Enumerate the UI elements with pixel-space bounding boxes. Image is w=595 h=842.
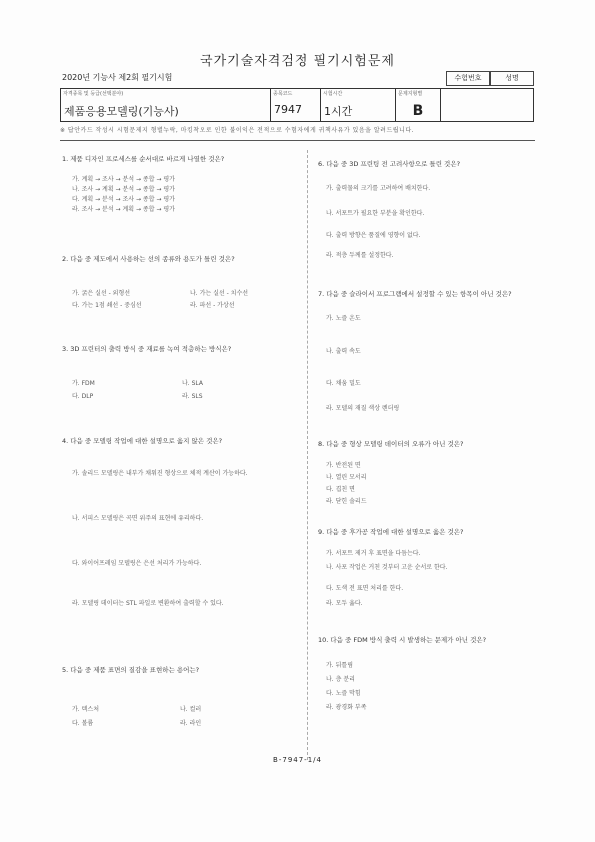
info-cell-time	[321, 89, 396, 121]
exam-notice: ※ 답안카드 작성시 시험문제지 형별누락, 마킹착오로 인한 불이익은 전적으로 수험자에게 귀책사유가 있음을 알려드립니다.	[60, 127, 415, 134]
option: 가. 뒤틀림	[326, 662, 353, 669]
page-footer: B-7947-1/4	[273, 756, 322, 764]
option: 가. 서포트 제거 후 표면을 다듬는다.	[326, 550, 421, 557]
question-3	[62, 345, 297, 354]
option: 가. 반전된 면	[326, 462, 361, 469]
question-stem: 10. 다음 중 FDM 방식 출력 시 발생하는 문제가 아닌 것은?	[318, 636, 487, 644]
question-stem: 4. 다음 중 모델링 작업에 대한 설명으로 옳지 않은 것은?	[62, 437, 223, 445]
option: 다. 출력 방향은 품질에 영향이 없다.	[326, 232, 421, 239]
option: 다. 볼륨	[72, 720, 94, 727]
option: 나. 서피스 모델링은 곡면 위주의 표현에 유리하다.	[72, 515, 204, 522]
option: 나. 조사 → 계획 → 분석 → 종합 → 평가	[72, 186, 175, 193]
header-divider	[60, 140, 535, 141]
option: 라. 파선 - 가상선	[190, 302, 235, 309]
option: 나. 컬러	[180, 706, 202, 713]
exam-subtitle: 2020년 기능사 제2회 필기시험	[62, 73, 173, 82]
option: 라. 모델의 재질 색상 렌더링	[326, 405, 400, 412]
option: 라. 조사 → 분석 → 계획 → 종합 → 평가	[72, 206, 175, 213]
question-stem: 3. 3D 프린터의 출력 방식 중 재료를 녹여 적층하는 방식은?	[62, 345, 232, 353]
option: 나. 서포트가 필요한 부분을 확인한다.	[326, 210, 425, 217]
info-cell-subject	[61, 89, 271, 121]
exam-title: 국가기술자격검정 필기시험문제	[200, 54, 395, 69]
name-box: 성명	[490, 71, 534, 86]
question-6	[318, 160, 533, 169]
option: 가. 솔리드 모델링은 내부가 채워진 형상으로 체적 계산이 가능하다.	[72, 470, 248, 477]
option: 가. 굵은 실선 - 외형선	[72, 290, 131, 297]
option: 라. 광경화 부족	[326, 704, 367, 711]
info-label: 시험시간	[323, 91, 343, 97]
info-cell-code	[271, 89, 321, 121]
option: 다. 계획 → 분석 → 조사 → 종합 → 평가	[72, 196, 175, 203]
question-stem: 7. 다음 중 슬라이서 프로그램에서 설정할 수 있는 항목이 아닌 것은?	[318, 290, 512, 298]
option: 나. 사포 작업은 거친 것부터 고운 순서로 한다.	[326, 564, 448, 571]
question-10	[318, 636, 533, 645]
column-divider	[307, 150, 308, 760]
option: 다. 겹친 면	[326, 486, 355, 493]
option: 라. 모델링 데이터는 STL 파일로 변환하여 출력할 수 있다.	[72, 600, 224, 607]
option: 다. 도색 전 표면 처리를 한다.	[326, 585, 404, 592]
option: 가. 텍스처	[72, 706, 99, 713]
option: 라. 라인	[180, 720, 202, 727]
question-stem: 5. 다음 중 제품 표면의 질감을 표현하는 용어는?	[62, 666, 200, 674]
option: 라. 닫힌 솔리드	[326, 498, 367, 505]
option: 라. 모두 옳다.	[326, 600, 363, 607]
option: 나. 가는 실선 - 치수선	[190, 290, 249, 297]
option: 가. 노즐 온도	[326, 315, 361, 322]
option: 나. 열린 모서리	[326, 474, 367, 481]
option: 다. 와이어프레임 모델링은 은선 처리가 가능하다.	[72, 560, 202, 567]
info-label: 자격종목 및 등급(선택분야)	[63, 91, 124, 97]
option: 다. 노즐 막힘	[326, 690, 361, 697]
question-stem: 8. 다음 중 형상 모델링 데이터의 오류가 아닌 것은?	[318, 440, 464, 448]
option: 가. 계획 → 조사 → 분석 → 종합 → 평가	[72, 176, 175, 183]
exam-type-letter: B	[412, 103, 424, 119]
question-stem: 6. 다음 중 3D 프린팅 전 고려사항으로 틀린 것은?	[318, 160, 461, 168]
option: 나. SLA	[182, 380, 204, 387]
exam-info-table	[60, 88, 534, 122]
question-2	[62, 255, 297, 264]
question-4	[62, 437, 297, 446]
option: 다. DLP	[72, 393, 94, 400]
info-label: 문제지형별	[398, 91, 423, 97]
question-stem: 2. 다음 중 제도에서 사용하는 선의 종류와 용도가 틀린 것은?	[62, 255, 235, 263]
info-value: 제품응용모델링(기능사)	[64, 105, 179, 118]
option: 라. 적층 두께를 설정한다.	[326, 252, 394, 259]
option: 라. SLS	[182, 393, 203, 400]
info-value: 1시간	[324, 105, 353, 118]
question-stem: 1. 제품 디자인 프로세스를 순서대로 바르게 나열한 것은?	[62, 155, 225, 163]
option: 다. 가는 1점 쇄선 - 중심선	[72, 302, 142, 309]
info-value: 7947	[274, 103, 302, 116]
option: 가. 출력물의 크기를 고려하여 배치한다.	[326, 185, 431, 192]
question-stem: 9. 다음 중 후가공 작업에 대한 설명으로 옳은 것은?	[318, 528, 464, 536]
question-1	[62, 155, 297, 164]
option: 나. 층 분리	[326, 676, 355, 683]
info-cell-type	[396, 89, 441, 121]
option: 나. 출력 속도	[326, 348, 361, 355]
question-7	[318, 290, 533, 299]
question-8	[318, 440, 533, 449]
option: 가. FDM	[72, 380, 95, 387]
question-5	[62, 666, 297, 675]
question-9	[318, 528, 533, 537]
examinee-number-box: 수험번호	[446, 71, 490, 86]
info-label: 종목코드	[273, 91, 293, 97]
option: 다. 채움 밀도	[326, 380, 361, 387]
